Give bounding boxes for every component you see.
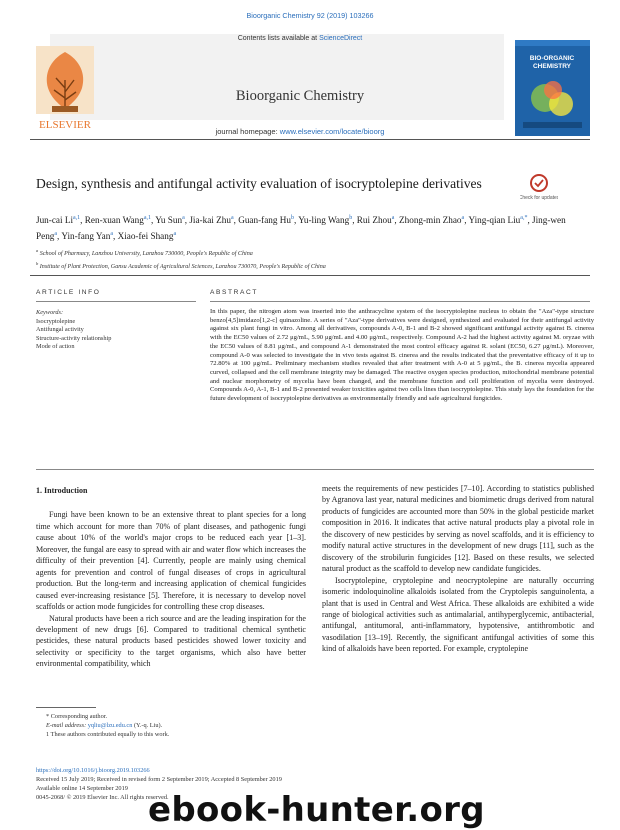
check-badge-label: Check for updates bbox=[520, 195, 558, 201]
journal-homepage-line bbox=[100, 127, 500, 136]
journal-header-box bbox=[50, 34, 504, 120]
affiliation-line bbox=[36, 246, 576, 259]
elsevier-logo bbox=[30, 40, 100, 135]
abstract-heading: ABSTRACT bbox=[210, 289, 258, 296]
author-affiliation-mark[interactable]: a,* bbox=[520, 215, 528, 221]
author bbox=[61, 231, 113, 241]
elsevier-wordmark: ELSEVIER bbox=[39, 119, 91, 131]
online-date: Available online 14 September 2019 bbox=[36, 785, 128, 792]
author-affiliation-mark[interactable]: a bbox=[461, 215, 465, 221]
author-name: Yu Sun bbox=[155, 215, 183, 226]
article-info-heading: ARTICLE INFO bbox=[36, 289, 101, 296]
author-affiliation-mark[interactable]: a,1 bbox=[143, 215, 151, 221]
author-affiliation-mark[interactable]: b bbox=[291, 215, 295, 221]
abstract-rule bbox=[210, 301, 590, 302]
intro-paragraph: Fungi have been known to be an extensive threat to plant species for a long time which account for more than 70% of plant diseases, and pathogenic fungi cause about 10% of the world's major crops to be reduced each year [1–3]. Moreover, the fungal are easy to spread with air and water flow which increases the difficulty of their prevention [4]. Currently, people are mainly using chemical agents for prevention and control of fungal diseases of crops in agricultural production. But the long-term and increasing application of chemical fungicides caused ever-increasing resistance [5]. Therefore, it is necessary to develop novel scaffolds or action mode fungicides for controlling these crop diseases. bbox=[36, 510, 306, 612]
cover-title-1: BIO-ORGANIC bbox=[529, 55, 575, 62]
abstract-bottom-rule bbox=[36, 469, 594, 470]
intro-paragraph: meets the requirements of new pesticides [7–10]. According to statistics published by Agranova last year, natural medicines and biomimetic drugs derived from natural products of fungicides are accounted more than 50% in the global pesticide market composition in 2016. It indicates that active natural products play a pivotal role in the discovery of new pesticides by serving as novel scaffolds, and it is efficiency to modify natural active structures in the development of new drugs [11], such as the discovery of the strobilurin fungicides [12]. Based on these results, we selected natural product as the scaffold to develop new candidate fungicides. bbox=[322, 484, 594, 574]
email-link[interactable]: yqliu@lzu.edu.cn bbox=[87, 722, 133, 729]
watermark-text: ebook-hunter.org bbox=[148, 790, 485, 830]
author-affiliation-mark[interactable]: a bbox=[391, 215, 395, 221]
author bbox=[357, 215, 395, 225]
author-name: Rui Zhou bbox=[356, 215, 392, 226]
keywords-label: Keywords: bbox=[36, 309, 64, 316]
footnote-rule bbox=[36, 707, 96, 708]
author bbox=[468, 215, 527, 225]
body-column-right bbox=[322, 483, 594, 655]
author bbox=[399, 215, 464, 225]
affiliation-line bbox=[36, 259, 576, 272]
abstract-text: In this paper, the nitrogen atom was inserted into the anthracycline system of the isocryptolepine nucleus to obtain the "Aza"-type structure benzo[4,5]imidazo[1,2-c] quinazoline. A series of "Aza"-type derivatives were designed, synthesized and evaluated for their antifungal activity against six plant fungi in vitro. Among all derivatives, compounds A-0, B-1 and B-2 showed significant antifungal activity against B. cinerea with the EC50 values of 2.72 μg/mL, 5.90 μg/mL and 4.00 μg/mL, respectively. Compound A-2 had the highest activity against M. oryzae with the EC50 values of 8.81 μg/mL, and compound A-1 demonstrated the most control efficacy against R. solani (EC50, 6.27 μg/mL). Moreover, compound A-0 was selected to investigate the in vivo tests against B. cinerea and the results indicated that the preventative efficacy of it up to 72.80% at 100 μg/mL. Preliminary mechanism studies revealed that after treatment with A-0 at 5 μg/mL, the B. cinerea mycelia appeared curved, collapsed and the cell membrane integrity may be damaged. The reactive oxygen species production, mitochondrial membrane potential and nuclear morphometry of mycelia have been changed, and the membrane function and cell proliferation of mycelia were destroyed. Compounds A-0, A-1, B-1 and B-2 presented weaker toxicities against two cells lines than isocryptolepine. This study lays the foundation for the future development of isocryptolepine derivatives as environmentally friendly and safe agricultural fungicides. bbox=[210, 308, 594, 403]
author-affiliation-mark[interactable]: a bbox=[173, 231, 177, 238]
equal-contribution-note: 1 These authors contributed equally to this work. bbox=[46, 731, 170, 738]
author bbox=[238, 215, 294, 225]
introduction-heading: 1. Introduction bbox=[36, 486, 88, 495]
author bbox=[298, 215, 352, 225]
article-title: Design, synthesis and antifungal activity evaluation of isocryptolepine derivatives bbox=[36, 176, 482, 191]
email-label: E-mail address: bbox=[46, 722, 88, 729]
received-dates: Received 15 July 2019; Received in revised form 2 September 2019; Accepted 8 September 2019 bbox=[36, 776, 282, 783]
affiliation-mark: b bbox=[36, 261, 39, 267]
affiliation-text: Institute of Plant Protection, Gansu Academic of Agricultural Sciences, Lanzhou 730070, People's Republic of China bbox=[38, 264, 326, 271]
affiliation-mark: a bbox=[36, 248, 39, 253]
author-name: Jun-cai Li bbox=[36, 215, 73, 226]
citation-line[interactable]: Bioorganic Chemistry 92 (2019) 103266 bbox=[246, 11, 374, 20]
keywords-list bbox=[36, 318, 196, 351]
author-affiliation-mark[interactable]: b bbox=[349, 215, 353, 221]
author bbox=[36, 215, 80, 225]
homepage-link[interactable]: www.elsevier.com/locate/bioorg bbox=[279, 127, 385, 136]
footnotes bbox=[46, 712, 346, 739]
author-affiliation-mark[interactable]: a bbox=[182, 215, 185, 221]
intro-paragraph: Natural products have been a rich source and are the leading inspiration for the development of new drugs [6]. Compared to traditional chemical synthetic pesticides, these natural products based pesticides showed lower toxicity and selectivity or specificity to the target organisms, which also have better environmental compatibility, which bbox=[36, 613, 306, 669]
author-name: Ying-qian Liu bbox=[468, 215, 521, 226]
author-name: Ren-xuan Wang bbox=[84, 215, 144, 226]
author-name: Jia-kai Zhu bbox=[189, 215, 231, 226]
author bbox=[155, 215, 184, 225]
author bbox=[189, 215, 233, 225]
journal-title: Bioorganic Chemistry bbox=[235, 88, 365, 104]
affiliations bbox=[36, 246, 576, 272]
homepage-prefix: journal homepage: bbox=[215, 127, 280, 136]
author-name: Yin-fang Yan bbox=[61, 231, 111, 242]
intro-paragraph: Isocryptolepine, cryptolepine and neocryptolepine are naturally occurring isomeric indoloquinoline alkaloids isolated from the Cryptolepis sanguinolenta, a plant that is used in Central and West Africa. These alkaloids are exhibited a wide range of biological activities such as antimalarial, antihyperglycemic, antibacterial, antifungal, antitumoral, anti-inflammatory, hypotensive, antithrombotic and vasodilation [13–19]. Recently, the significant antifungal activities of some this kind of alkaloids have been reported. For example, cryptolepine bbox=[322, 575, 594, 654]
check-for-updates-badge[interactable] bbox=[520, 172, 558, 206]
keywords-block bbox=[36, 309, 196, 351]
body-column-left bbox=[36, 485, 306, 670]
author-affiliation-mark[interactable]: a bbox=[54, 231, 58, 238]
article-info-rule bbox=[36, 301, 196, 302]
keyword: Structure-activity relationship bbox=[36, 334, 112, 342]
contents-available-line bbox=[100, 35, 500, 42]
corresponding-author-note: * Corresponding author. bbox=[46, 713, 108, 720]
author bbox=[85, 215, 151, 225]
contents-prefix: Contents lists available at bbox=[237, 35, 320, 42]
email-note bbox=[46, 721, 346, 730]
email-suffix: (Y.-q. Liu). bbox=[132, 722, 163, 729]
keyword: Antifungal activity bbox=[36, 326, 84, 334]
author-name: Guan-fang Hu bbox=[238, 215, 292, 226]
affiliation-text: School of Pharmacy, Lanzhou University, Lanzhou 730000, People's Republic of China bbox=[38, 251, 253, 258]
author-affiliation-mark[interactable]: a bbox=[230, 215, 234, 221]
author-affiliation-mark[interactable]: a bbox=[110, 231, 113, 238]
title-divider bbox=[30, 275, 590, 276]
journal-cover-image bbox=[515, 40, 590, 136]
doi-link[interactable]: https://doi.org/10.1016/j.bioorg.2019.103266 bbox=[36, 767, 150, 774]
author-affiliation-mark[interactable]: a,1 bbox=[73, 215, 81, 221]
author-name: Xiao-fei Shang bbox=[117, 231, 174, 242]
header-divider bbox=[30, 139, 590, 140]
author-name: Yu-ling Wang bbox=[298, 215, 350, 226]
author-name: Jing-wen Peng bbox=[36, 215, 566, 242]
author bbox=[118, 231, 177, 241]
cover-title-2: CHEMISTRY bbox=[532, 63, 572, 70]
author-list: Jun-cai Li$^{a,1}$, Ren-xuan Wang$^{a,1}$, Yu Sun$^a$, Jia-kai Zhu$^a$, Guan-fang Hu$^b$, Yu-ling Wang$^b$, Rui Zhou$^a$, Zhong-min Zhao$^a$, Ying-qian Liu$^{a,*}$, Jing-wen Peng$^a$, Yin-fang Yan$^a$, Xiao-fei Shang$^a$ bbox=[36, 215, 566, 242]
author-name: Zhong-min Zhao bbox=[399, 215, 462, 226]
keyword: Mode of action bbox=[36, 342, 75, 350]
copyright-line: 0045-2068/ © 2019 Elsevier Inc. All rights reserved. bbox=[36, 794, 169, 801]
keyword: Isocryptolepine bbox=[36, 318, 76, 326]
sciencedirect-link[interactable]: ScienceDirect bbox=[319, 35, 363, 42]
